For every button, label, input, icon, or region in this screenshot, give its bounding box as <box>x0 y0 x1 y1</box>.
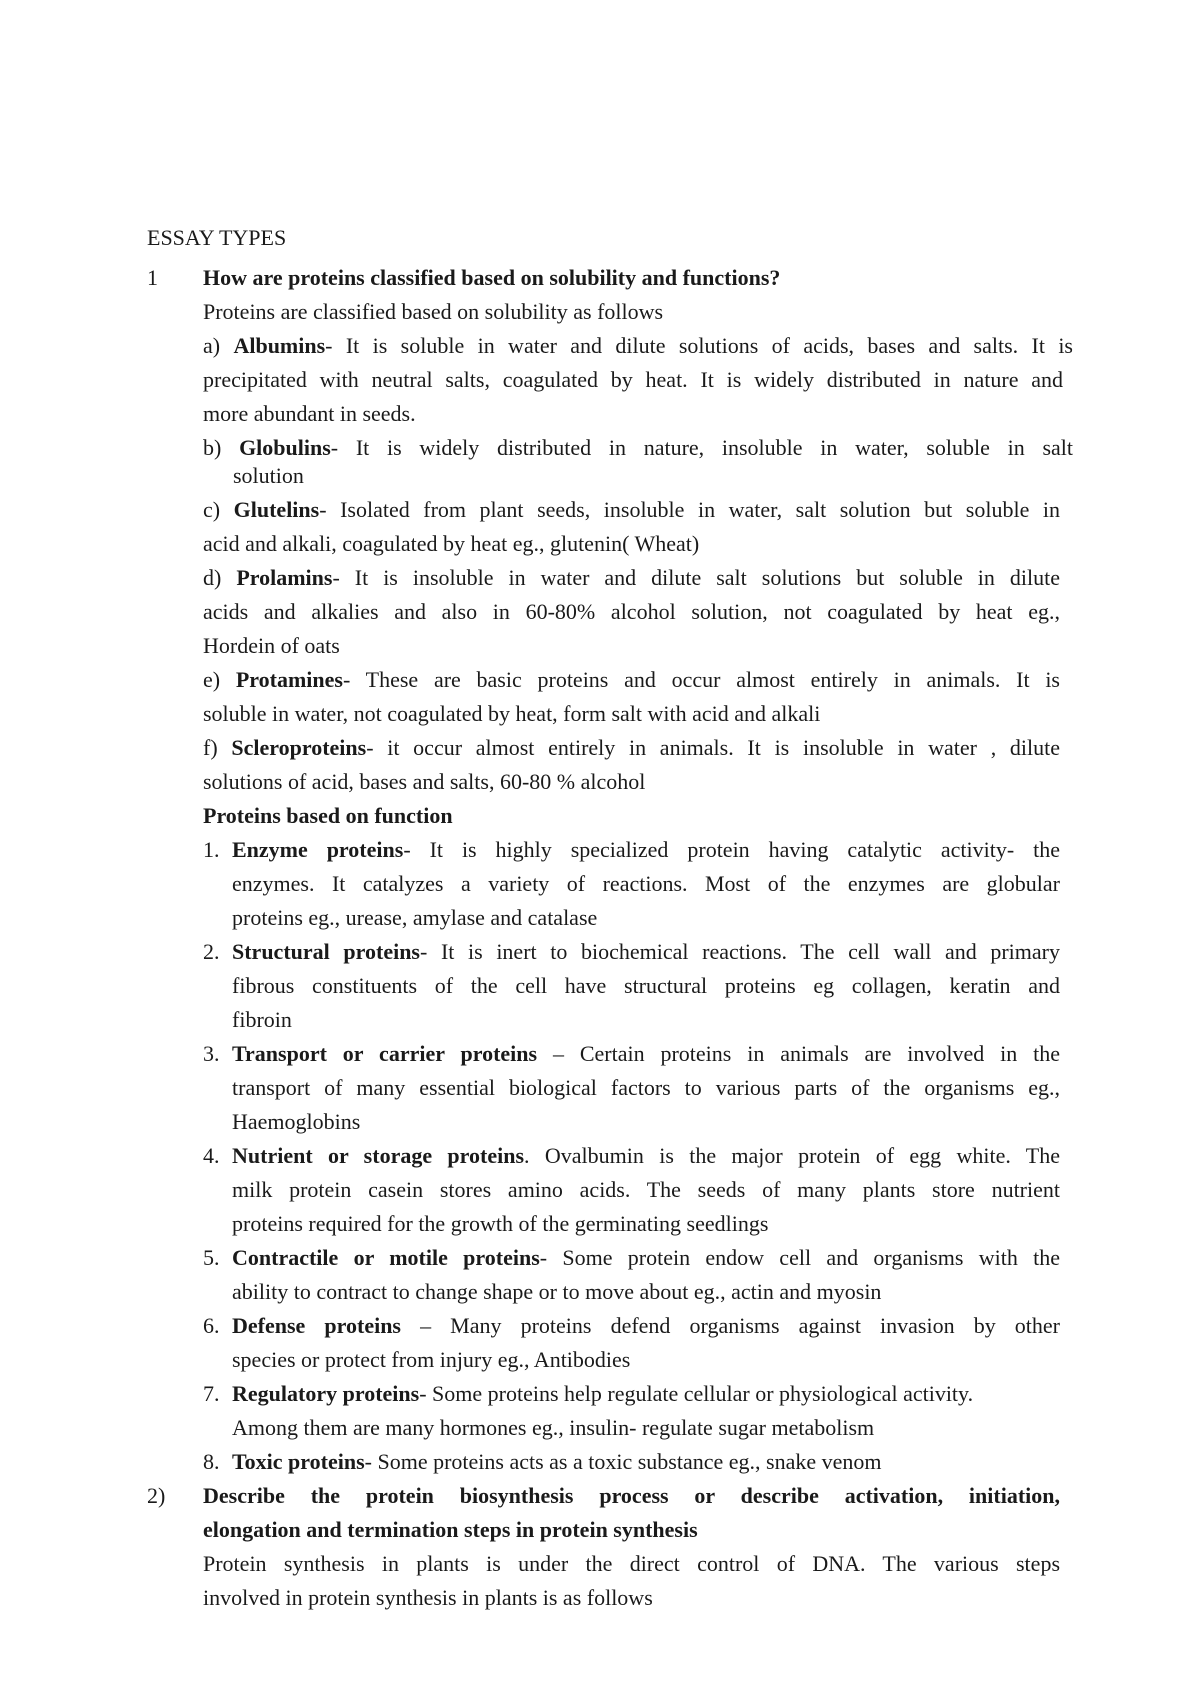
list-item-continuation: ability to contract to change shape or to move about eg., actin and myosin <box>232 1279 882 1304</box>
question-title: Describe the protein biosynthesis process or describe activation, initiation, <box>203 1483 1060 1508</box>
list-item-continuation: species or protect from injury eg., Antibodies <box>232 1347 631 1372</box>
list-marker: 1. <box>203 837 220 862</box>
question-title-continuation: elongation and termination steps in protein synthesis <box>203 1517 698 1542</box>
list-marker: 7. <box>203 1381 220 1406</box>
list-item-continuation: precipitated with neutral salts, coagulated by heat. It is widely distributed in nature and <box>203 367 1063 392</box>
list-item-continuation: Among them are many hormones eg., insulin- regulate sugar metabolism <box>232 1415 875 1440</box>
list-item: Defense proteins – Many proteins defend organisms against invasion by other <box>232 1313 1060 1338</box>
question-title <box>203 264 780 292</box>
list-item: Regulatory proteins- Some proteins help regulate cellular or physiological activity. <box>232 1381 974 1406</box>
list-item: f) Scleroproteins- it occur almost entirely in animals. It is insoluble in water , dilute <box>203 735 1060 760</box>
list-item-continuation: solutions of acid, bases and salts, 60-80 % alcohol <box>203 769 646 794</box>
list-item: e) Protamines- These are basic proteins and occur almost entirely in animals. It is <box>203 667 1060 692</box>
list-item-continuation: soluble in water, not coagulated by heat, form salt with acid and alkali <box>203 701 821 726</box>
question-number: 1 <box>147 265 158 290</box>
subsection-heading: Proteins based on function <box>203 803 453 828</box>
list-marker: 2. <box>203 939 220 964</box>
list-item-continuation: Hordein of oats <box>203 633 340 658</box>
list-item-continuation: proteins required for the growth of the germinating seedlings <box>232 1211 769 1236</box>
question-text: How are proteins classified based on solubility and functions? <box>203 265 781 290</box>
list-item-continuation: fibrous constituents of the cell have structural proteins eg collagen, keratin and <box>232 973 1060 998</box>
list-marker: 3. <box>203 1041 220 1066</box>
list-item: Nutrient or storage proteins. Ovalbumin is the major protein of egg white. The <box>232 1143 1060 1168</box>
list-item-continuation: milk protein casein stores amino acids. The seeds of many plants store nutrient <box>232 1177 1060 1202</box>
intro-text: Proteins are classified based on solubility as follows <box>203 299 664 324</box>
list-item-continuation: transport of many essential biological factors to various parts of the organisms eg., <box>232 1075 1060 1100</box>
answer-text: Protein synthesis in plants is under the direct control of DNA. The various steps <box>203 1551 1060 1576</box>
answer-text-continuation: involved in protein synthesis in plants is as follows <box>203 1585 653 1610</box>
list-item-continuation: proteins eg., urease, amylase and catalase <box>232 905 598 930</box>
list-item: d) Prolamins- It is insoluble in water and dilute salt solutions but soluble in dilute <box>203 565 1061 590</box>
list-item: b) Globulins- It is widely distributed in nature, insoluble in water, soluble in salt <box>203 435 1073 460</box>
list-item: Contractile or motile proteins- Some protein endow cell and organisms with the <box>232 1245 1060 1270</box>
list-marker: 6. <box>203 1313 220 1338</box>
list-item: a) Albumins- It is soluble in water and dilute solutions of acids, bases and salts. It is <box>203 333 1073 358</box>
list-item: Enzyme proteins- It is highly specialized protein having catalytic activity- the <box>232 837 1060 862</box>
list-item-continuation: acids and alkalies and also in 60-80% alcohol solution, not coagulated by heat eg., <box>203 599 1060 624</box>
section-heading: ESSAY TYPES <box>147 225 287 250</box>
list-item: Structural proteins- It is inert to biochemical reactions. The cell wall and primary <box>232 939 1060 964</box>
list-item-continuation: solution <box>233 463 304 488</box>
list-item-continuation: acid and alkali, coagulated by heat eg., glutenin( Wheat) <box>203 531 700 556</box>
list-item-continuation: enzymes. It catalyzes a variety of reactions. Most of the enzymes are globular <box>232 871 1060 896</box>
list-marker: 5. <box>203 1245 220 1270</box>
list-item-continuation: more abundant in seeds. <box>203 401 416 426</box>
list-marker: 8. <box>203 1449 220 1474</box>
list-item-continuation: Haemoglobins <box>232 1109 361 1134</box>
list-item-continuation: fibroin <box>232 1007 292 1032</box>
list-item: Toxic proteins- Some proteins acts as a toxic substance eg., snake venom <box>232 1449 882 1474</box>
list-marker: 4. <box>203 1143 220 1168</box>
list-item: c) Glutelins- Isolated from plant seeds, insoluble in water, salt solution but soluble in <box>203 497 1061 522</box>
list-item: Transport or carrier proteins – Certain proteins in animals are involved in the <box>232 1041 1060 1066</box>
question-number: 2) <box>147 1483 166 1508</box>
